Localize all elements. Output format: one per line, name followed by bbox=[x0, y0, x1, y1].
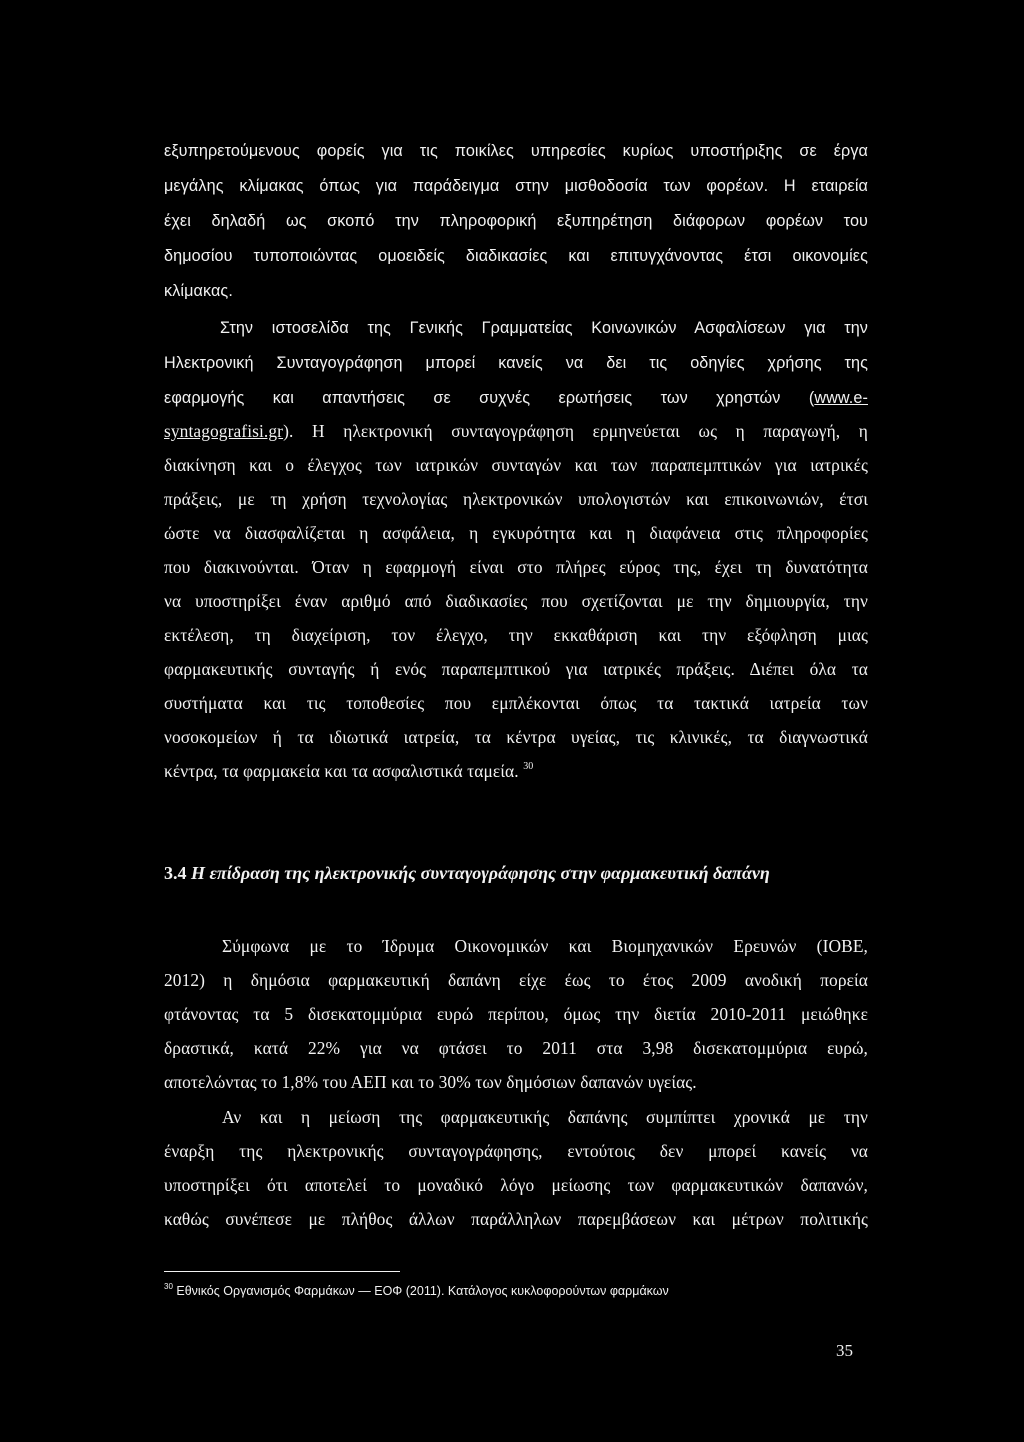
section-number: 3.4 bbox=[164, 863, 187, 883]
body-line: καθώς συνέπεσε με πλήθος άλλων παράλληλων παρεμβάσεων και μέτρων πολιτικής bbox=[164, 1209, 868, 1229]
body-line: νοσοκομείων ή τα ιδιωτικά ιατρεία, τα κέντρα υγείας, τις κλινικές, τα διαγνωστικά bbox=[164, 727, 868, 747]
footnote-mark: 30 bbox=[164, 1282, 173, 1291]
body-line: Στην ιστοσελίδα της Γενικής Γραμματείας Κοινωνικών Ασφαλίσεων για την bbox=[220, 319, 868, 337]
page-number: 35 bbox=[836, 1341, 853, 1360]
body-line: φαρμακευτικής συνταγής ή ενός παραπεμπτικού για ιατρικές πράξεις. Διέπει όλα τα bbox=[164, 659, 868, 679]
body-line: Σύμφωνα με το Ίδρυμα Οικονομικών και Βιομηχανικών Ερευνών (ΙΟΒΕ, bbox=[222, 936, 868, 956]
line-text: κέντρα, τα φαρμακεία και τα ασφαλιστικά ταμεία. bbox=[164, 761, 519, 781]
footnote-separator bbox=[164, 1271, 400, 1272]
body-line: υποστηρίξει ότι αποτελεί το μοναδικό λόγο μείωσης των φαρμακευτικών δαπανών, bbox=[164, 1175, 868, 1195]
body-line: έναρξη της ηλεκτρονικής συνταγογράφησης, εντούτοις δεν μπορεί κανείς να bbox=[164, 1141, 868, 1161]
section-title: Η επίδραση της ηλεκτρονικής συνταγογράφησης στην φαρμακευτική δαπάνη bbox=[191, 863, 770, 883]
body-line: αποτελώντας το 1,8% του ΑΕΠ και το 30% των δημόσιων δαπανών υγείας. bbox=[164, 1072, 697, 1092]
body-line: Αν και η μείωση της φαρμακευτικής δαπάνης συμπίπτει χρονικά με την bbox=[222, 1107, 868, 1127]
body-line: δραστικά, κατά 22% για να φτάσει το 2011 στα 3,98 δισεκατομμύρια ευρώ, bbox=[164, 1038, 868, 1058]
body-line: πράξεις, με τη χρήση τεχνολογίας ηλεκτρονικών υπολογιστών και επικοινωνιών, έτσι bbox=[164, 489, 868, 509]
footnote-reference[interactable]: 30 bbox=[523, 761, 534, 772]
body-line: διακίνηση και ο έλεγχος των ιατρικών συνταγών και των παραπεμπτικών για ιατρικές bbox=[164, 455, 868, 475]
body-line bbox=[164, 420, 868, 442]
body-line: να υποστηρίξει έναν αριθμό από διαδικασίες που σχετίζονται με την δημιουργία, την bbox=[164, 591, 868, 611]
body-line: εξυπηρετούμενους φορείς για τις ποικίλες υπηρεσίες κυρίως υποστήριξης σε έργα bbox=[164, 142, 868, 160]
body-line bbox=[164, 760, 868, 782]
url-link[interactable]: syntagografisi.gr bbox=[164, 421, 284, 441]
body-line: Ηλεκτρονική Συνταγογράφηση μπορεί κανείς να δει τις οδηγίες χρήσης της bbox=[164, 354, 868, 372]
footnote-text: Εθνικός Οργανισμός Φαρμάκων — ΕΟΦ (2011). Κατάλογος κυκλοφορούντων φαρμάκων bbox=[176, 1284, 669, 1298]
body-line: συστήματα και τις τοποθεσίες που εμπλέκονται όπως τα τακτικά ιατρεία των bbox=[164, 693, 868, 713]
footnote bbox=[164, 1282, 669, 1300]
body-line: μεγάλης κλίμακας όπως για παράδειγμα στην μισθοδοσία των φορέων. Η εταιρεία bbox=[164, 177, 868, 195]
line-text: εφαρμογής και απαντήσεις σε συχνές ερωτήσεις των χρηστών ( bbox=[164, 389, 815, 407]
body-line bbox=[164, 387, 868, 409]
body-line: φτάνοντας τα 5 δισεκατομμύρια ευρώ περίπου, όμως την διετία 2010-2011 μειώθηκε bbox=[164, 1004, 868, 1024]
body-line: εκτέλεση, τη διαχείριση, τον έλεγχο, την εκκαθάριση και την εξόφληση μιας bbox=[164, 625, 868, 645]
line-text: ). Η ηλεκτρονική συνταγογράφηση ερμηνεύεται ως η παραγωγή, η bbox=[283, 421, 868, 441]
url-link[interactable]: www.e- bbox=[814, 389, 868, 407]
body-line: που διακινούνται. Όταν η εφαρμογή είναι στο πλήρες εύρος της, έχει τη δυνατότητα bbox=[164, 557, 868, 577]
section-heading bbox=[164, 861, 770, 885]
body-line: ώστε να διασφαλίζεται η ασφάλεια, η εγκυρότητα και η διαφάνεια στις πληροφορίες bbox=[164, 523, 868, 543]
body-line: κλίμακας. bbox=[164, 282, 233, 300]
body-line: έχει δηλαδή ως σκοπό την πληροφορική εξυπηρέτηση διάφορων φορέων του bbox=[164, 212, 868, 230]
body-line: δημοσίου τυποποιώντας ομοειδείς διαδικασίες και επιτυγχάνοντας έτσι οικονομίες bbox=[164, 247, 868, 265]
body-line: 2012) η δημόσια φαρμακευτική δαπάνη είχε έως το έτος 2009 ανοδική πορεία bbox=[164, 970, 868, 990]
